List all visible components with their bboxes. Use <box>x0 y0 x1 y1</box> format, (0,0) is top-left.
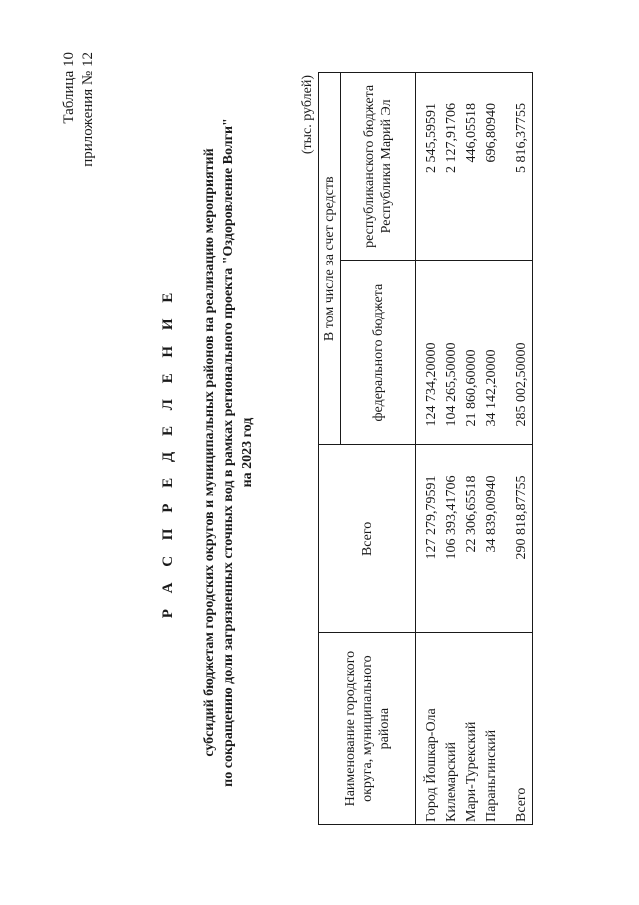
total-name: Всего <box>502 633 533 825</box>
row-total: 22 306,65518 <box>462 445 482 633</box>
row-federal: 104 265,50000 <box>442 260 462 445</box>
reference-appendix: приложения № 12 <box>80 52 96 167</box>
row-total: 127 279,79591 <box>416 445 443 633</box>
subtitle-line-3: на 2023 год <box>240 417 255 488</box>
row-republic: 2 127,91706 <box>442 73 462 261</box>
row-federal: 21 860,60000 <box>462 260 482 445</box>
subtitle-line-2: по сокращению доли загрязненных сточных вод в рамках регионального проекта "Оздоровление Волги" <box>221 118 236 787</box>
total-republic: 5 816,37755 <box>502 73 533 261</box>
row-name: Город Йошкар-Ола <box>416 633 443 825</box>
row-federal: 34 142,20000 <box>482 260 502 445</box>
row-republic: 696,80940 <box>482 73 502 261</box>
header-total: Всего <box>319 445 416 633</box>
distribution-table <box>318 72 533 825</box>
subtitle-line-1: субсидий бюджетам городских округов и муниципальных районов на реализацию мероприятий <box>202 148 217 757</box>
table-reference <box>60 52 98 167</box>
table-row <box>442 73 462 825</box>
row-name: Мари-Турекский <box>462 633 482 825</box>
header-federal: федерального бюджета <box>341 260 416 445</box>
row-total: 34 839,00940 <box>482 445 502 633</box>
row-federal: 124 734,20000 <box>416 260 443 445</box>
document-subtitle <box>200 0 257 905</box>
row-republic: 2 545,59591 <box>416 73 443 261</box>
total-federal: 285 002,50000 <box>502 260 533 445</box>
table-row <box>462 73 482 825</box>
table-row <box>482 73 502 825</box>
row-republic: 446,05518 <box>462 73 482 261</box>
row-total: 106 393,41706 <box>442 445 462 633</box>
table-total-row <box>502 73 533 825</box>
table-row <box>416 73 443 825</box>
reference-table-number: Таблица 10 <box>61 52 77 124</box>
total-sum: 290 818,87755 <box>502 445 533 633</box>
row-name: Параньгинский <box>482 633 502 825</box>
units-label: (тыс. рублей) <box>300 75 315 155</box>
header-republic: республиканского бюджета Республики Марий Эл <box>341 73 416 261</box>
row-name: Килемарский <box>442 633 462 825</box>
document-title: Р А С П Р Е Д Е Л Е Н И Е <box>160 286 176 619</box>
header-name: Наименование городского округа, муниципального района <box>319 633 416 825</box>
header-group: В том числе за счет средств <box>319 73 341 446</box>
